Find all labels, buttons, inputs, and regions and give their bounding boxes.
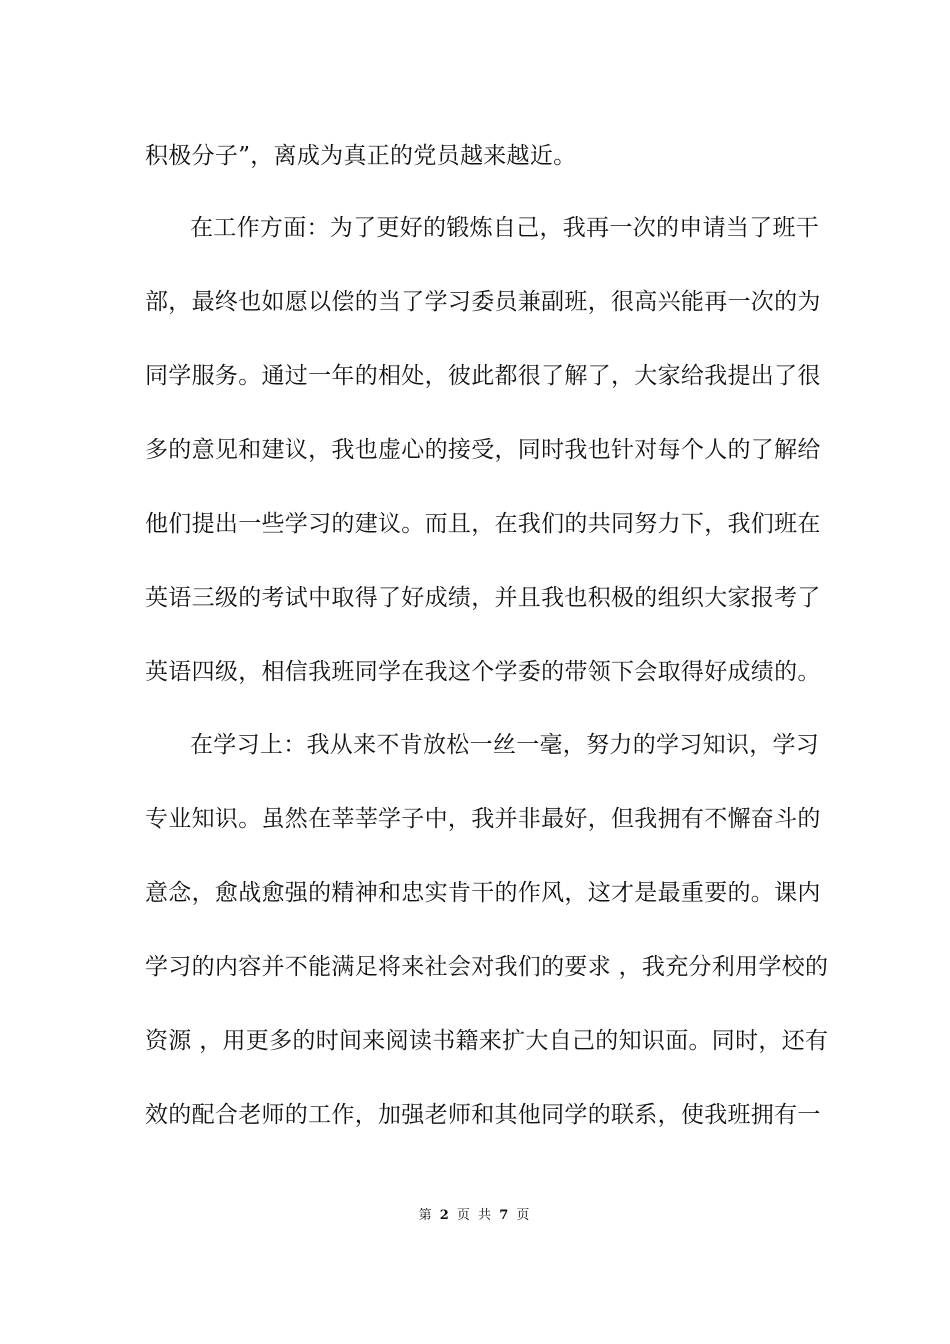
text-line: 部，最终也如愿以偿的当了学习委员兼副班，很高兴能再一次的为 <box>145 289 821 315</box>
text-line: 积极分子”，离成为真正的党员越来越近。 <box>145 143 577 169</box>
text-line: 英语三级的考试中取得了好成绩，并且我也积极的组织大家报考了 <box>145 585 821 611</box>
current-page-number: 2 <box>439 1208 451 1223</box>
text-line: 同学服务。通过一年的相处，彼此都很了解了，大家给我提出了很 <box>145 363 821 389</box>
footer-suffix: 页 <box>516 1208 532 1223</box>
text-line: 在工作方面：为了更好的锻炼自己，我再一次的申请当了班干 <box>190 215 820 241</box>
footer-middle: 页 共 <box>456 1208 494 1223</box>
text-line: 英语四级，相信我班同学在我这个学委的带领下会取得好成绩的。 <box>145 659 821 685</box>
text-line: 资源 ，用更多的时间来阅读书籍来扩大自己的知识面。同时，还有 <box>145 1028 829 1054</box>
text-line: 意念，愈战愈强的精神和忠实肯干的作风，这才是最重要的。课内 <box>145 880 821 906</box>
text-line: 学习的内容并不能满足将来社会对我们的要求 ，我充分利用学校的 <box>145 954 829 980</box>
text-line: 效的配合老师的工作，加强老师和其他同学的联系，使我班拥有一 <box>145 1102 821 1128</box>
footer-prefix: 第 <box>418 1208 434 1223</box>
text-line: 在学习上：我从来不肯放松一丝一毫，努力的学习知识，学习 <box>190 732 820 758</box>
total-pages-number: 7 <box>499 1208 511 1223</box>
text-line: 专业知识。虽然在莘莘学子中，我并非最好，但我拥有不懈奋斗的 <box>145 806 821 832</box>
text-line: 多的意见和建议，我也虚心的接受，同时我也针对每个人的了解给 <box>145 437 821 463</box>
text-line: 他们提出一些学习的建议。而且，在我们的共同努力下，我们班在 <box>145 511 821 537</box>
page-footer <box>0 1208 950 1224</box>
